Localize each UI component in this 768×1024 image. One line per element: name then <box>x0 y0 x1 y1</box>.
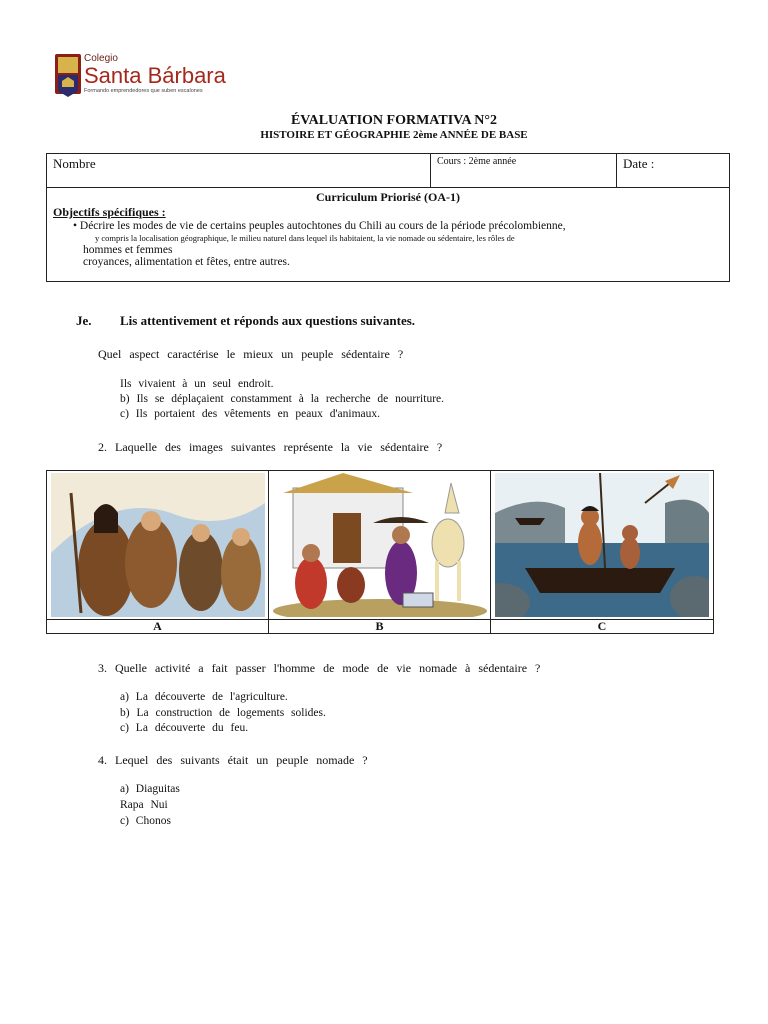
question-3: 3. Quelle activité a fait passer l'homme de mode de vie nomade à sédentaire ? <box>98 661 541 675</box>
q4-option-b[interactable]: Rapa Nui <box>120 799 168 811</box>
objectives-title: Objectifs spécifiques : <box>53 205 166 219</box>
q3-option-c[interactable]: c) La découverte du feu. <box>120 722 249 734</box>
image-b-village[interactable] <box>269 471 491 619</box>
q1-option-a[interactable]: Ils vivaient à un seul endroit. <box>120 378 274 390</box>
q1-option-c[interactable]: c) Ils portaient des vêtements en peaux d'animaux. <box>120 408 380 420</box>
question-4: 4. Lequel des suivants était un peuple nomade ? <box>98 753 368 767</box>
village-life-illustration <box>273 473 487 617</box>
image-a-nomads[interactable] <box>47 471 269 619</box>
name-field[interactable]: Nombre <box>47 154 431 187</box>
page-title: ÉVALUATION FORMATIVA N°2 <box>290 113 498 128</box>
q1-option-b[interactable]: b) Ils se déplaçaient constamment à la recherche de nourriture. <box>120 393 445 405</box>
section-number: Je. <box>76 313 92 328</box>
course-field[interactable]: Cours : 2ème année <box>431 154 617 187</box>
objective-line: y compris la localisation géographique, le milieu naturel dans lequel ils habitaient, la vie nomade ou sédentaire, les rôles de <box>95 233 515 243</box>
section-heading <box>76 313 415 329</box>
logo-small-text: Colegio <box>84 53 118 64</box>
label-b: B <box>269 620 491 634</box>
student-info-table <box>46 153 730 282</box>
logo-name: Santa Bárbara <box>84 63 226 88</box>
q3-option-b[interactable]: b) La construction de logements solides. <box>120 707 326 719</box>
page-subtitle: HISTOIRE ET GÉOGRAPHIE 2ème ANNÉE DE BASE <box>260 129 528 141</box>
school-logo <box>54 53 229 101</box>
nomad-group-illustration <box>51 473 265 617</box>
q3-option-a[interactable]: a) La découverte de l'agriculture. <box>120 691 288 703</box>
logo-tagline: Formando emprendedores que suben escalones <box>84 88 203 94</box>
image-c-canoe[interactable] <box>491 471 713 619</box>
date-field[interactable]: Date : <box>623 156 655 171</box>
objective-line: • Décrire les modes de vie de certains peuples autochtones du Chili au cours de la période précolombienne, <box>73 220 566 232</box>
q4-option-c[interactable]: c) Chonos <box>120 815 171 827</box>
objective-line: croyances, alimentation et fêtes, entre autres. <box>83 256 290 268</box>
label-c: C <box>597 619 607 633</box>
canoe-fishing-illustration <box>495 473 709 617</box>
objective-line: hommes et femmes <box>83 244 173 256</box>
crest-icon <box>54 53 82 99</box>
section-instruction: Lis attentivement et réponds aux questions suivantes. <box>120 313 416 328</box>
label-a: A <box>47 620 269 634</box>
curriculum-title: Curriculum Priorisé (OA-1) <box>316 190 460 204</box>
image-choices-table <box>46 470 714 634</box>
question-2: 2. Laquelle des images suivantes représente la vie sédentaire ? <box>98 440 443 454</box>
q4-option-a[interactable]: a) Diaguitas <box>120 783 180 795</box>
question-1: Quel aspect caractérise le mieux un peuple sédentaire ? <box>98 347 404 361</box>
